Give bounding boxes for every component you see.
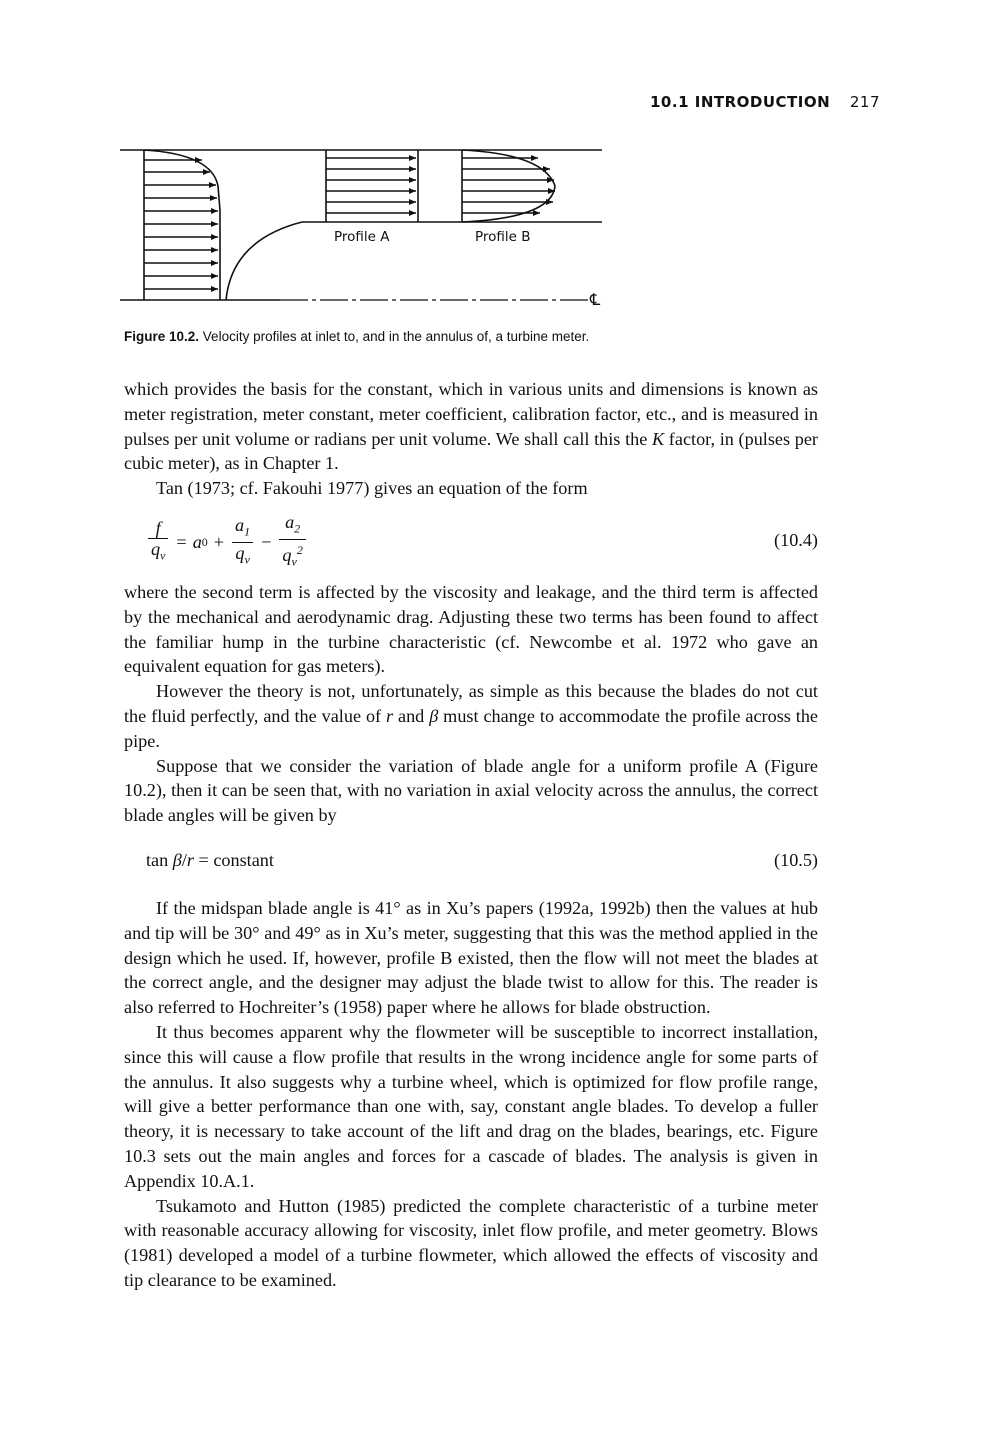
eq-f: f — [155, 518, 161, 539]
para1-text-a: which provides the basis for the constant, which in various units and dimensions is known as meter registration, meter constant, meter coefficient, calibration factor, etc., and is measured in pulses per unit volume or radians per unit volume. We shall call this the — [124, 379, 818, 449]
eq-tan: tan — [146, 850, 173, 870]
frac-a2-over-qv2 — [279, 512, 305, 571]
eq-q-3: q — [282, 545, 292, 566]
frac-f-over-qv — [148, 518, 168, 566]
equation-number-10-5: (10.5) — [774, 850, 818, 870]
section-title: 10.1 INTRODUCTION — [650, 93, 831, 111]
eq-r: r — [186, 850, 194, 870]
eq-constant: = constant — [193, 850, 274, 870]
paragraph-tan: Tan (1973; cf. Fakouhi 1977) gives an equation of the form — [156, 478, 588, 499]
eq-a1 — [232, 515, 253, 542]
paragraph-blade-angle: Suppose that we consider the variation of blade angle for a uniform profile A (Figure 10.2), then it can be seen that, with no variation in axial velocity across the annulus, the correct blade angles will be given by — [124, 755, 818, 826]
velocity-profile-figure — [120, 140, 610, 320]
paragraph-midspan: If the midspan blade angle is 41° as in Xu’s papers (1992a, 1992b) then the values at hub and tip will be 30° and 49° as in Xu’s meter, suggesting that this was the method applied in the design which he used. If, however, profile B existed, then the flow will not meet the blades at the correct angle, and the designer may adjust the blade twist to allow for this. The reader is also referred to Hochreiter’s (1958) paper where he allows for blade obstruction. — [124, 898, 818, 1018]
eq-a1-letter: a — [235, 514, 245, 535]
equation-10-5 — [124, 850, 818, 876]
beta-symbol: β — [429, 705, 439, 726]
equation-10-5-body — [146, 850, 274, 871]
para4-text-a: However the theory is not, unfortunately, as simple as this because the blades do not cut the fluid perfectly, and the value of — [124, 681, 818, 726]
eq-qv-den-2 — [232, 542, 252, 570]
paragraph-k-factor — [124, 377, 818, 476]
eq-equals: = — [176, 531, 187, 552]
profile-b-curve — [462, 150, 555, 222]
r-symbol: r — [386, 705, 394, 726]
figure-caption — [124, 329, 824, 344]
para4-and: and — [393, 705, 430, 726]
eq-plus: + — [213, 531, 225, 552]
centerline-symbol: ℄ — [590, 290, 601, 309]
paragraph-installation: It thus becomes apparent why the flowmeter will be susceptible to incorrect installation, since this will cause a flow profile that results in the wrong incidence angle for some parts of the annulus. It also suggests why a turbine wheel, which is optimized for flow profile range, will give a better performance than one with, say, constant angle blades. To develop a fuller theory, it is necessary to take account of the lift and drag on the blades, bearings, etc. Figure 10.3 sets out the main angles and forces for a cascade of blades. The analysis is given in Appendix 10.A.1. — [124, 1021, 818, 1191]
eq-qv-den-1 — [148, 538, 168, 566]
equation-number-10-4: (10.4) — [774, 530, 818, 550]
eq-q: q — [151, 539, 161, 560]
profile-b-label: Profile B — [475, 229, 531, 245]
equation-10-4-body — [146, 512, 308, 572]
body-block-2 — [124, 580, 818, 828]
running-header — [650, 93, 880, 111]
body-block-1 — [124, 377, 818, 501]
eq-qv2-den — [279, 539, 305, 572]
frac-a1-over-qv — [232, 515, 253, 569]
eq-a1-sub: 1 — [244, 524, 251, 539]
eq-beta: β — [172, 850, 182, 870]
paragraph-theory — [124, 679, 818, 753]
eq-v-sub: v — [160, 548, 166, 563]
eq-a2-sub: 2 — [294, 521, 301, 536]
eq-v-sub-2: v — [244, 552, 250, 567]
para1-text-b: factor, in (pulses per cubic meter), as in Chapter 1. — [124, 428, 818, 474]
profile-a-label: Profile A — [334, 229, 390, 245]
page-number: 217 — [849, 93, 880, 111]
eq-q-2: q — [235, 542, 245, 563]
hub-nose — [226, 222, 302, 300]
eq-square: 2 — [296, 542, 303, 557]
paragraph-tsukamoto: Tsukamoto and Hutton (1985) predicted the complete characteristic of a turbine meter with reasonable accuracy allowing for viscosity, inlet flow profile, and meter geometry. Blows (1981) developed a model of a turbine flowmeter, which allowed the effects of viscosity and tip clearance to be examined. — [124, 1195, 818, 1290]
eq-a0: a — [192, 531, 202, 552]
k-symbol: K — [651, 428, 665, 449]
para4-text-b: must change to accommodate the profile across the pipe. — [124, 705, 818, 751]
eq-a2 — [282, 512, 303, 539]
eq-slash: / — [181, 850, 187, 870]
eq-a0-sub: 0 — [201, 534, 208, 549]
equation-10-4 — [124, 512, 818, 572]
eq-a2-letter: a — [285, 512, 295, 533]
paragraph-terms: where the second term is affected by the viscosity and leakage, and the third term is affected by the mechanical and aerodynamic drag. Adjusting these two terms has been found to affect the familiar hump in the turbine characteristic (cf. Newcombe et al. 1972 who gave an equivalent equation for gas meters). — [124, 582, 818, 677]
eq-v-sub-3: v — [291, 554, 297, 569]
caption-label: Figure 10.2. — [124, 329, 200, 344]
body-block-3 — [124, 896, 818, 1293]
caption-text: Velocity profiles at inlet to, and in the annulus of, a turbine meter. — [202, 329, 590, 344]
eq-minus: − — [261, 531, 272, 552]
